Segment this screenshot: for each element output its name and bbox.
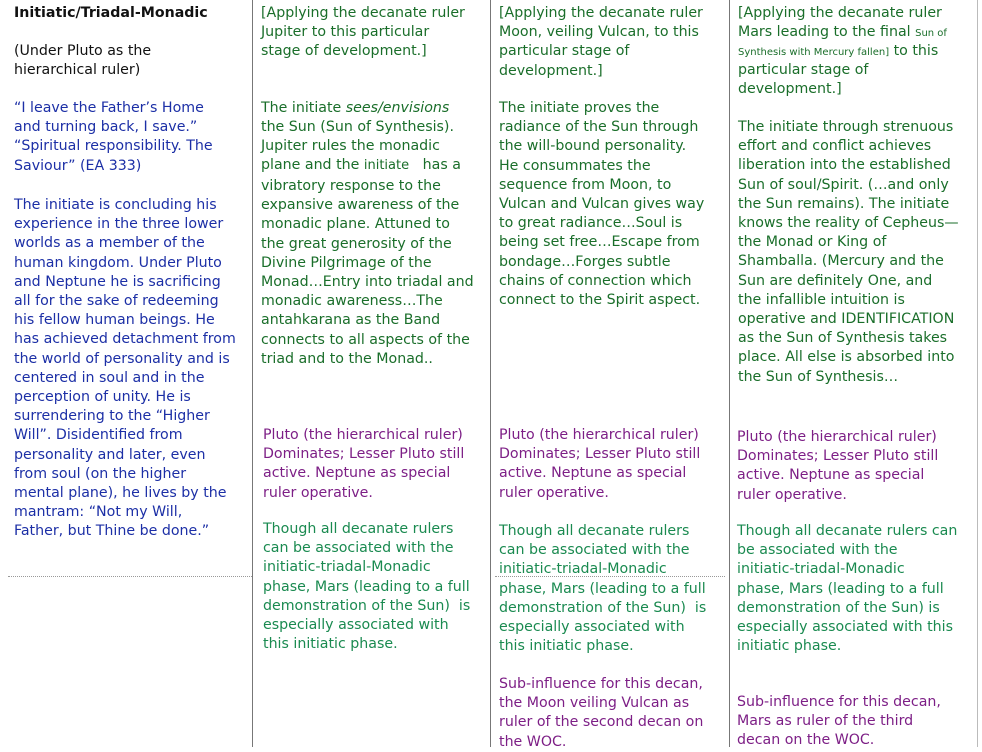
heading-line2-small: Sun of	[915, 28, 947, 39]
decanate-heading: [Applying the decanate ruler Moon, veiling Vulcan, to this particular stage of development.]	[499, 5, 703, 79]
initiate-text-emphasis: sees/envisions	[345, 100, 450, 116]
decanate-heading: [Applying the decanate ruler Jupiter to this particular stage of development.]	[261, 5, 465, 60]
initiate-text-body: the Sun (Sun of Synthesis). Jupiter rules the monadic plane and the	[261, 119, 454, 174]
pluto-note: Pluto (the hierarchical ruler) Dominates; Lesser Pluto still active. Neptune as special ruler operative.	[737, 429, 939, 503]
pluto-note: Pluto (the hierarchical ruler) Dominates; Lesser Pluto still active. Neptune as special ruler operative.	[499, 427, 701, 501]
decanate-note: Though all decanate rulers can be associated with the initiatic-triadal-Monadic phase, Mars (leading to a full demonstration of the Sun) is especially associated with this initiatic phase.	[263, 521, 471, 653]
sub-influence-note: Sub-influence for this decan, Mars as ruler of the third decan on the WOC.	[737, 694, 941, 749]
column-divider-1	[252, 0, 253, 747]
column-divider-3	[729, 0, 730, 747]
ruler-note: (Under Pluto as the hierarchical ruler)	[14, 43, 152, 79]
column-title: Initiatic/Triadal-Monadic	[14, 5, 208, 21]
pluto-note: Pluto (the hierarchical ruler) Dominates; Lesser Pluto still active. Neptune as special ruler operative.	[263, 427, 465, 501]
decanate-heading-line2	[738, 23, 947, 43]
initiate-text-lead: The initiate	[261, 100, 346, 116]
initiate-description: The initiate is concluding his experience in the three lower worlds as a member of the human kingdom. Under Pluto and Neptune he is sacrificing all for the sake of redeeming his fellow human beings. He has achieved detachment from the world of personality and is centered in soul and in the perception of unity. He is surrendering to the “Higher Will”. Disidentified from personality and later, even from soul (on the higher mental plane), he lives by the mantram: “Not my Will, Father, but Thine be done.”	[14, 197, 236, 540]
decanate-note: Though all decanate rulers can be associated with the initiatic-triadal-Monadic phase, Mars (leading to a full demonstration of the Sun) is especially associated with this initiatic phase.	[737, 523, 958, 655]
heading-line3-small: Synthesis with Mercury fallen]	[738, 47, 890, 58]
initiate-word: initiate	[363, 158, 410, 174]
initiate-text-rest: vibratory response to the expansive awareness of the monadic plane. Attuned to the great generosity of the Divine Pilgrimage of the Monad…Entry into triadal and monadic awareness…The antahkarana as the Band connects to all aspects of the triad and to the Monad..	[261, 178, 474, 367]
keynote-quote: “I leave the Father’s Home and turning back, I save.” “Spiritual responsibility. The Saviour” (EA 333)	[14, 100, 213, 174]
has-word: has a	[409, 157, 461, 174]
column-divider-4	[977, 0, 978, 747]
initiate-text: The initiate proves the radiance of the Sun through the will-bound personality. He consummates the sequence from Moon, to Vulcan and Vulcan gives way to great radiance…Soul is being set free…Escape from bondage…Forges subtle chains of connection which connect to the Spirit aspect.	[499, 100, 705, 309]
sub-influence-note: Sub-influence for this decan, the Moon veiling Vulcan as ruler of the second decan on the WOC.	[499, 676, 704, 750]
heading-line3-text: to this	[889, 43, 939, 59]
initiate-text: The initiate through strenuous effort and conflict achieves liberation into the established Sun of soul/Spirit. (…and only the Sun remains). The initiate knows the reality of Cepheus— the Monad or King of Shamballa. (Mercury and the Sun are definitely One, and the infallible intuition is operative and IDENTIFICATION as the Sun of Synthesis takes place. All else is absorbed into the Sun of Synthesis…	[738, 119, 959, 385]
decanate-heading-rest: particular stage of development.]	[738, 62, 869, 98]
decanate-note: Though all decanate rulers can be associated with the initiatic-triadal-Monadic phase, Mars (leading to a full demonstration of the Sun) is especially associated with this initiatic phase.	[499, 523, 707, 655]
column-divider-2	[490, 0, 491, 747]
heading-line2-text: Mars leading to the final	[738, 24, 916, 40]
initiate-text	[261, 99, 449, 118]
decanate-heading-line1: [Applying the decanate ruler	[738, 5, 942, 21]
initiate-text-cont	[261, 118, 461, 176]
decanate-heading-line3	[738, 42, 938, 62]
row-divider-col1	[8, 576, 252, 577]
